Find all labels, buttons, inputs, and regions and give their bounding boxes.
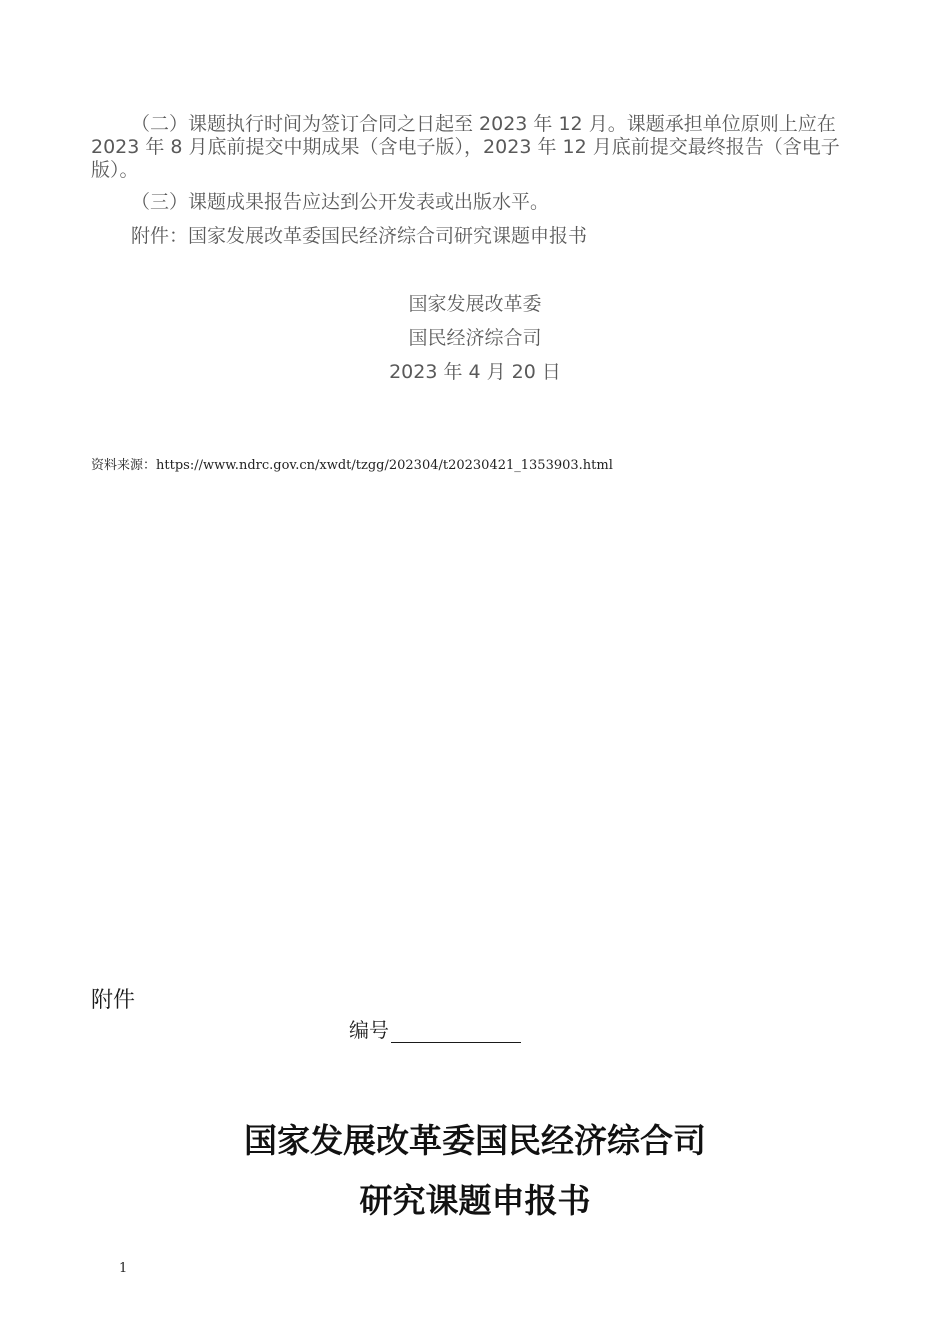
- attachment-reference: 附件：国家发展改革委国民经济综合司研究课题申报书: [131, 225, 588, 247]
- signature-organization: 国家发展改革委: [408, 293, 542, 315]
- document-title-line1: 国家发展改革委国民经济综合司: [244, 1121, 706, 1160]
- source-url: https://www.ndrc.gov.cn/xwdt/tzgg/202304/t20230421_1353903.html: [156, 458, 613, 473]
- signature-date: 2023 年 4 月 20 日: [389, 361, 561, 383]
- signature-department: 国民经济综合司: [408, 327, 542, 349]
- serial-number-field: [349, 1017, 521, 1043]
- serial-number-label: 编号: [349, 1018, 389, 1042]
- source-note: [91, 458, 613, 474]
- serial-number-blank: [391, 1020, 521, 1043]
- attachment-heading: 附件: [91, 988, 136, 1013]
- paragraph-execution-period: （二）课题执行时间为签订合同之日起至 2023 年 12 月。课题承担单位原则上应在 2023 年 8 月底前提交中期成果（含电子版），2023 年 12 月底前提交最终报告（含电子版）。: [91, 113, 840, 181]
- document-title-line2: 研究课题申报书: [359, 1181, 591, 1220]
- page-number: 1: [119, 1261, 128, 1276]
- source-label: 资料来源：: [91, 458, 157, 473]
- paragraph-result-standard: （三）课题成果报告应达到公开发表或出版水平。: [131, 191, 550, 213]
